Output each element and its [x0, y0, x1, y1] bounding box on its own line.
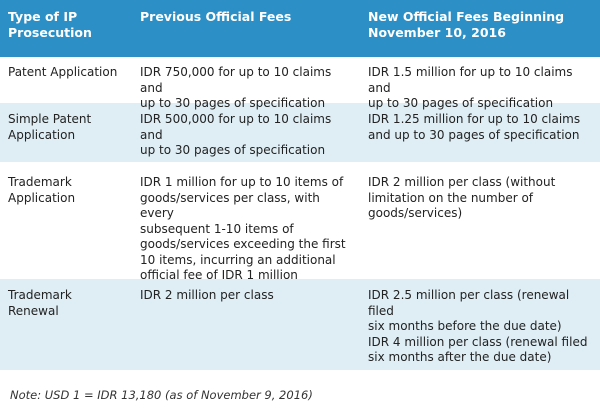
table-row — [0, 57, 600, 110]
header-new — [359, 0, 600, 57]
cell-line: Simple Patent — [8, 112, 92, 126]
cell-line: Patent Application — [8, 65, 118, 79]
cell-line: IDR 500,000 for up to 10 claims and — [140, 112, 332, 142]
cell-line: Application — [8, 127, 76, 142]
cell-new — [359, 279, 600, 370]
cell-line: and up to 30 pages of specification — [368, 127, 580, 142]
cell-line: IDR 2 million per class — [140, 288, 274, 302]
cell-type — [0, 103, 130, 162]
header-new-line: New Official Fees Beginning — [368, 9, 565, 24]
cell-line: Application — [8, 190, 76, 205]
table-row — [0, 103, 600, 162]
cell-previous — [130, 57, 359, 110]
cell-type — [0, 279, 130, 370]
cell-line: subsequent 1-10 items of — [140, 221, 294, 236]
table-row — [0, 162, 600, 282]
cell-new — [359, 57, 600, 110]
table-row — [0, 279, 600, 370]
cell-line: IDR 1 million for up to 10 items of — [140, 175, 344, 189]
header-previous-line: Previous Official Fees — [140, 9, 292, 24]
cell-line: official fee of IDR 1 million — [140, 268, 298, 282]
cell-line: Trademark — [8, 175, 72, 189]
cell-line: 10 items, incurring an additional — [140, 252, 336, 267]
cell-line: IDR 4 million per class (renewal filed — [368, 334, 588, 349]
cell-type — [0, 57, 130, 103]
cell-line: six months after the due date) — [368, 350, 552, 364]
cell-new — [359, 162, 600, 279]
cell-line: goods/services) — [368, 206, 463, 220]
cell-previous — [130, 279, 359, 370]
cell-line: goods/services exceeding the first — [140, 237, 346, 251]
header-type-line: Prosecution — [8, 25, 92, 40]
cell-previous — [130, 103, 359, 162]
cell-line: six months before the due date) — [368, 319, 562, 333]
cell-line: Trademark — [8, 288, 72, 302]
cell-line: up to 30 pages of specification — [140, 96, 326, 110]
cell-line: limitation on the number of — [368, 190, 534, 205]
cell-line: IDR 2 million per class (without — [368, 175, 556, 189]
cell-line: Renewal — [8, 303, 59, 318]
cell-line: up to 30 pages of specification — [368, 96, 554, 110]
cell-line: IDR 1.25 million for up to 10 claims — [368, 112, 581, 126]
cell-line: IDR 750,000 for up to 10 claims and — [140, 65, 332, 95]
header-type — [0, 0, 130, 57]
header-new-line: November 10, 2016 — [368, 25, 506, 40]
table-header — [0, 0, 600, 57]
cell-previous — [130, 162, 359, 282]
cell-line: up to 30 pages of specification — [140, 143, 326, 157]
exchange-rate-note: Note: USD 1 = IDR 13,180 (as of November 9, 2016) — [10, 388, 313, 402]
cell-line: IDR 1.5 million for up to 10 claims and — [368, 65, 573, 95]
cell-type — [0, 162, 130, 279]
cell-new — [359, 103, 600, 162]
cell-line: IDR 2.5 million per class (renewal filed — [368, 288, 570, 318]
cell-line: goods/services per class, with every — [140, 190, 320, 220]
header-type-line: Type of IP — [8, 9, 78, 24]
header-previous — [130, 0, 359, 57]
